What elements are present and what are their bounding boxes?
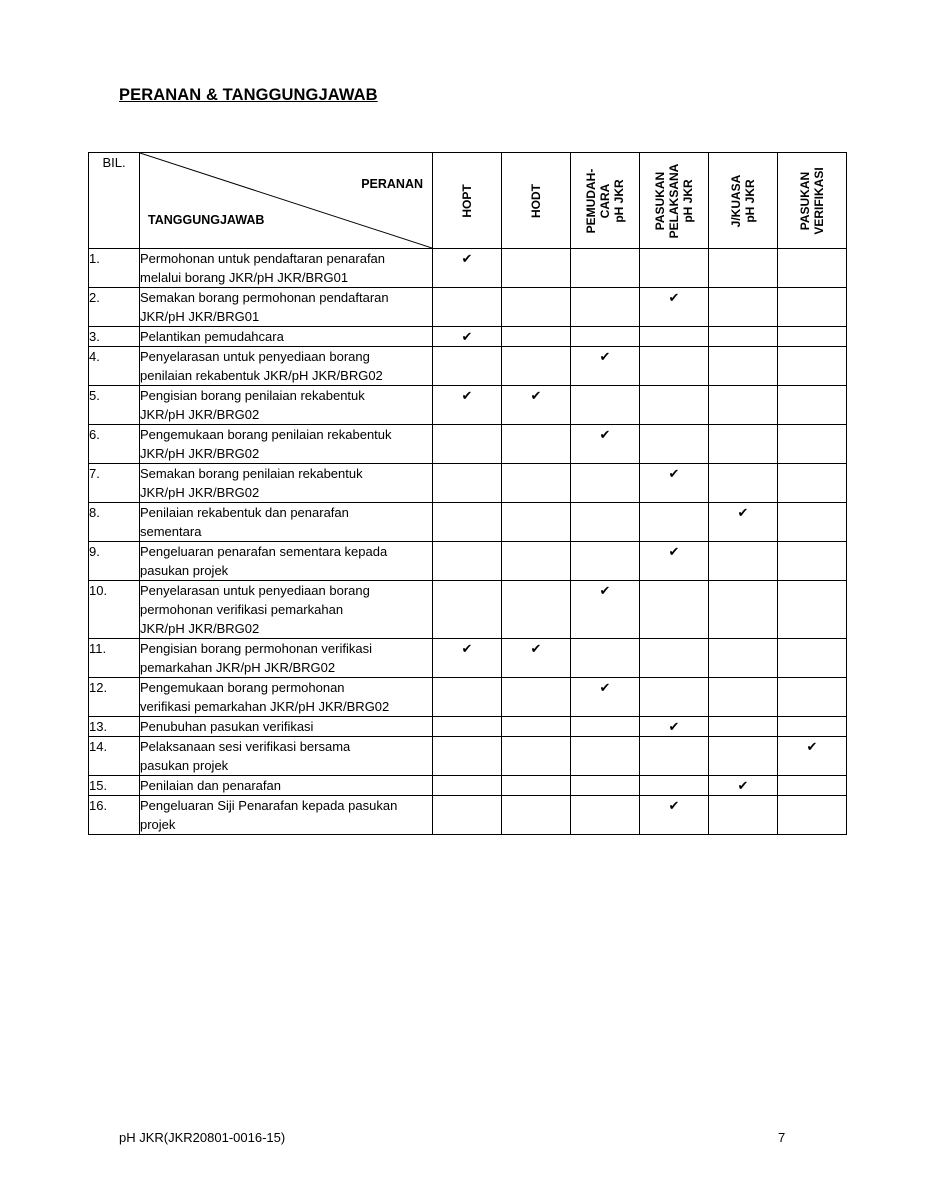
role-header-line: pH JKR xyxy=(612,178,626,223)
check-mark-icon: ✔ xyxy=(530,641,542,656)
page-title: PERANAN & TANGGUNGJAWAB xyxy=(119,86,378,104)
row-number: 3. xyxy=(89,327,140,347)
role-header-line: VERIFIKASI xyxy=(812,166,826,235)
role-cell xyxy=(640,639,709,678)
role-cell xyxy=(640,581,709,639)
responsibility-text xyxy=(140,425,433,464)
role-cell xyxy=(433,542,502,581)
role-cell xyxy=(778,737,847,776)
role-header-line: pH JKR xyxy=(681,178,695,223)
table-row xyxy=(89,639,847,678)
role-cell xyxy=(433,347,502,386)
role-cell xyxy=(778,542,847,581)
role-header-label xyxy=(460,184,474,217)
responsibility-text xyxy=(140,249,433,288)
role-cell xyxy=(709,288,778,327)
role-cell xyxy=(502,327,571,347)
table-row xyxy=(89,425,847,464)
role-cell xyxy=(502,717,571,737)
footer-document-code: pH JKR(JKR20801-0016-15) xyxy=(119,1130,286,1145)
role-header-line: PASUKAN xyxy=(653,171,667,230)
responsibility-line: melalui borang JKR/pH JKR/BRG01 xyxy=(140,270,349,285)
role-cell xyxy=(778,581,847,639)
role-cell xyxy=(640,717,709,737)
role-cell xyxy=(571,796,640,835)
check-mark-icon: ✔ xyxy=(668,719,680,734)
table-row xyxy=(89,288,847,327)
role-header-6 xyxy=(778,153,847,249)
responsibility-line: projek xyxy=(140,817,176,832)
role-cell xyxy=(709,581,778,639)
role-header-label xyxy=(529,184,543,218)
peranan-header-label: PERANAN xyxy=(361,177,423,191)
table-row xyxy=(89,542,847,581)
role-cell xyxy=(571,503,640,542)
responsibility-line: Semakan borang penilaian rekabentuk xyxy=(140,466,363,481)
table-row xyxy=(89,776,847,796)
role-cell xyxy=(778,347,847,386)
role-cell xyxy=(502,347,571,386)
role-cell xyxy=(571,327,640,347)
role-cell xyxy=(778,425,847,464)
row-number: 4. xyxy=(89,347,140,386)
role-cell xyxy=(571,425,640,464)
role-cell xyxy=(433,678,502,717)
responsibility-text xyxy=(140,542,433,581)
role-cell xyxy=(709,464,778,503)
role-cell xyxy=(571,386,640,425)
responsibility-text xyxy=(140,639,433,678)
responsibility-line: Pengeluaran Siji Penarafan kepada pasukan xyxy=(140,798,398,813)
role-cell xyxy=(778,796,847,835)
role-cell xyxy=(640,737,709,776)
responsibility-line: JKR/pH JKR/BRG02 xyxy=(140,485,260,500)
role-cell xyxy=(709,425,778,464)
row-number: 6. xyxy=(89,425,140,464)
table-row xyxy=(89,503,847,542)
role-cell xyxy=(502,249,571,288)
responsibility-line: Pelaksanaan sesi verifikasi bersama xyxy=(140,739,351,754)
responsibility-line: Penubuhan pasukan verifikasi xyxy=(140,719,314,734)
responsibility-text xyxy=(140,347,433,386)
role-cell xyxy=(502,581,571,639)
role-cell xyxy=(502,796,571,835)
responsibility-text xyxy=(140,678,433,717)
role-cell xyxy=(640,464,709,503)
check-mark-icon: ✔ xyxy=(530,388,542,403)
responsibility-line: JKR/pH JKR/BRG02 xyxy=(140,621,260,636)
row-number: 5. xyxy=(89,386,140,425)
role-cell xyxy=(571,542,640,581)
diagonal-line xyxy=(140,153,432,248)
check-mark-icon: ✔ xyxy=(737,778,749,793)
responsibility-line: JKR/pH JKR/BRG02 xyxy=(140,407,260,422)
role-header-3 xyxy=(571,153,640,249)
role-header-label xyxy=(653,163,695,238)
role-cell xyxy=(433,796,502,835)
role-cell xyxy=(709,776,778,796)
role-cell xyxy=(571,347,640,386)
role-cell xyxy=(778,327,847,347)
role-cell xyxy=(571,776,640,796)
row-number: 12. xyxy=(89,678,140,717)
table-row xyxy=(89,386,847,425)
role-cell xyxy=(433,717,502,737)
role-cell xyxy=(571,288,640,327)
role-cell xyxy=(433,464,502,503)
responsibility-line: Penyelarasan untuk penyediaan borang xyxy=(140,349,370,364)
role-cell xyxy=(640,386,709,425)
role-cell xyxy=(640,425,709,464)
check-mark-icon: ✔ xyxy=(461,251,473,266)
row-number: 14. xyxy=(89,737,140,776)
role-cell xyxy=(640,347,709,386)
responsibility-line: permohonan verifikasi pemarkahan xyxy=(140,602,344,617)
responsibility-line: Permohonan untuk pendaftaran penarafan xyxy=(140,251,386,266)
table-row xyxy=(89,796,847,835)
responsibility-text xyxy=(140,327,433,347)
check-mark-icon: ✔ xyxy=(461,641,473,656)
role-header-line: J/KUASA xyxy=(729,174,743,227)
table-row xyxy=(89,581,847,639)
check-mark-icon: ✔ xyxy=(668,466,680,481)
check-mark-icon: ✔ xyxy=(668,290,680,305)
role-cell xyxy=(778,249,847,288)
tanggungjawab-header-label: TANGGUNGJAWAB xyxy=(148,213,265,227)
table-row xyxy=(89,737,847,776)
role-header-line: PASUKAN xyxy=(798,171,812,230)
role-cell xyxy=(709,737,778,776)
check-mark-icon: ✔ xyxy=(599,583,611,598)
role-header-5 xyxy=(709,153,778,249)
row-number: 1. xyxy=(89,249,140,288)
row-number: 11. xyxy=(89,639,140,678)
row-number: 9. xyxy=(89,542,140,581)
table-row xyxy=(89,464,847,503)
role-cell xyxy=(640,678,709,717)
role-cell xyxy=(709,542,778,581)
role-cell xyxy=(640,542,709,581)
responsibility-text xyxy=(140,796,433,835)
role-cell xyxy=(709,796,778,835)
role-header-label xyxy=(798,167,826,234)
responsibility-line: Penilaian rekabentuk dan penarafan xyxy=(140,505,349,520)
role-cell xyxy=(709,503,778,542)
role-cell xyxy=(709,678,778,717)
role-cell xyxy=(502,464,571,503)
role-cell xyxy=(433,425,502,464)
role-header-line: HODT xyxy=(529,183,543,218)
bil-header: BIL. xyxy=(89,153,140,249)
roles-table xyxy=(88,152,847,835)
diagonal-header-cell xyxy=(140,153,433,249)
role-cell xyxy=(433,581,502,639)
role-cell xyxy=(640,249,709,288)
responsibility-line: Pengeluaran penarafan sementara kepada xyxy=(140,544,388,559)
responsibility-line: penilaian rekabentuk JKR/pH JKR/BRG02 xyxy=(140,368,383,383)
role-cell xyxy=(571,249,640,288)
check-mark-icon: ✔ xyxy=(806,739,818,754)
role-cell xyxy=(433,386,502,425)
responsibility-line: pemarkahan JKR/pH JKR/BRG02 xyxy=(140,660,336,675)
role-cell xyxy=(709,249,778,288)
role-cell xyxy=(778,639,847,678)
check-mark-icon: ✔ xyxy=(461,329,473,344)
table-row xyxy=(89,678,847,717)
row-number: 10. xyxy=(89,581,140,639)
role-cell xyxy=(502,737,571,776)
role-cell xyxy=(778,464,847,503)
check-mark-icon: ✔ xyxy=(668,798,680,813)
role-header-2 xyxy=(502,153,571,249)
responsibility-line: JKR/pH JKR/BRG02 xyxy=(140,446,260,461)
responsibility-text xyxy=(140,737,433,776)
role-cell xyxy=(502,503,571,542)
role-cell xyxy=(709,639,778,678)
table-row xyxy=(89,249,847,288)
role-cell xyxy=(433,288,502,327)
role-cell xyxy=(709,386,778,425)
role-header-line: PEMUDAH- xyxy=(584,168,598,233)
role-cell xyxy=(778,776,847,796)
responsibility-text xyxy=(140,386,433,425)
responsibility-text xyxy=(140,503,433,542)
role-cell xyxy=(571,639,640,678)
responsibility-line: Pengisian borang penilaian rekabentuk xyxy=(140,388,365,403)
responsibility-text xyxy=(140,581,433,639)
role-header-1 xyxy=(433,153,502,249)
responsibility-text xyxy=(140,717,433,737)
check-mark-icon: ✔ xyxy=(461,388,473,403)
role-cell xyxy=(640,327,709,347)
role-header-line: HOPT xyxy=(460,183,474,218)
role-cell xyxy=(778,678,847,717)
role-cell xyxy=(571,737,640,776)
role-cell xyxy=(571,678,640,717)
row-number: 16. xyxy=(89,796,140,835)
role-cell xyxy=(640,288,709,327)
role-cell xyxy=(778,717,847,737)
table-row xyxy=(89,327,847,347)
check-mark-icon: ✔ xyxy=(599,349,611,364)
role-header-label xyxy=(729,174,757,227)
footer-page-number: 7 xyxy=(778,1130,786,1145)
role-cell xyxy=(502,639,571,678)
role-cell xyxy=(433,639,502,678)
row-number: 8. xyxy=(89,503,140,542)
check-mark-icon: ✔ xyxy=(737,505,749,520)
role-cell xyxy=(571,464,640,503)
role-cell xyxy=(709,717,778,737)
role-cell xyxy=(502,288,571,327)
check-mark-icon: ✔ xyxy=(599,680,611,695)
row-number: 13. xyxy=(89,717,140,737)
responsibility-line: Pengisian borang permohonan verifikasi xyxy=(140,641,372,656)
row-number: 2. xyxy=(89,288,140,327)
role-cell xyxy=(433,503,502,542)
role-header-line: pH JKR xyxy=(743,178,757,223)
role-cell xyxy=(778,288,847,327)
responsibility-line: Pelantikan pemudahcara xyxy=(140,329,284,344)
role-header-label xyxy=(584,168,626,233)
role-cell xyxy=(502,386,571,425)
role-cell xyxy=(433,249,502,288)
role-cell xyxy=(502,678,571,717)
responsibility-line: Pengemukaan borang permohonan xyxy=(140,680,345,695)
responsibility-line: Penilaian dan penarafan xyxy=(140,778,281,793)
role-cell xyxy=(502,776,571,796)
role-cell xyxy=(778,503,847,542)
responsibility-line: Semakan borang permohonan pendaftaran xyxy=(140,290,389,305)
responsibility-line: Pengemukaan borang penilaian rekabentuk xyxy=(140,427,392,442)
role-cell xyxy=(709,347,778,386)
role-header-4 xyxy=(640,153,709,249)
role-cell xyxy=(709,327,778,347)
table-row xyxy=(89,347,847,386)
responsibility-line: verifikasi pemarkahan JKR/pH JKR/BRG02 xyxy=(140,699,390,714)
check-mark-icon: ✔ xyxy=(668,544,680,559)
role-cell xyxy=(502,425,571,464)
responsibility-text xyxy=(140,776,433,796)
row-number: 15. xyxy=(89,776,140,796)
responsibility-line: pasukan projek xyxy=(140,563,229,578)
responsibility-text xyxy=(140,288,433,327)
role-cell xyxy=(778,386,847,425)
responsibility-line: pasukan projek xyxy=(140,758,229,773)
role-cell xyxy=(433,737,502,776)
responsibility-text xyxy=(140,464,433,503)
table-body xyxy=(89,249,847,835)
responsibility-line: sementara xyxy=(140,524,202,539)
table-header-row xyxy=(89,153,847,249)
table-row xyxy=(89,717,847,737)
role-cell xyxy=(433,776,502,796)
role-cell xyxy=(640,503,709,542)
role-cell xyxy=(571,581,640,639)
check-mark-icon: ✔ xyxy=(599,427,611,442)
role-cell xyxy=(640,796,709,835)
role-header-line: PELAKSANA xyxy=(667,163,681,238)
row-number: 7. xyxy=(89,464,140,503)
role-cell xyxy=(640,776,709,796)
role-cell xyxy=(502,542,571,581)
role-cell xyxy=(433,327,502,347)
responsibility-line: JKR/pH JKR/BRG01 xyxy=(140,309,260,324)
role-cell xyxy=(571,717,640,737)
role-header-line: CARA xyxy=(598,183,612,218)
responsibility-line: Penyelarasan untuk penyediaan borang xyxy=(140,583,370,598)
